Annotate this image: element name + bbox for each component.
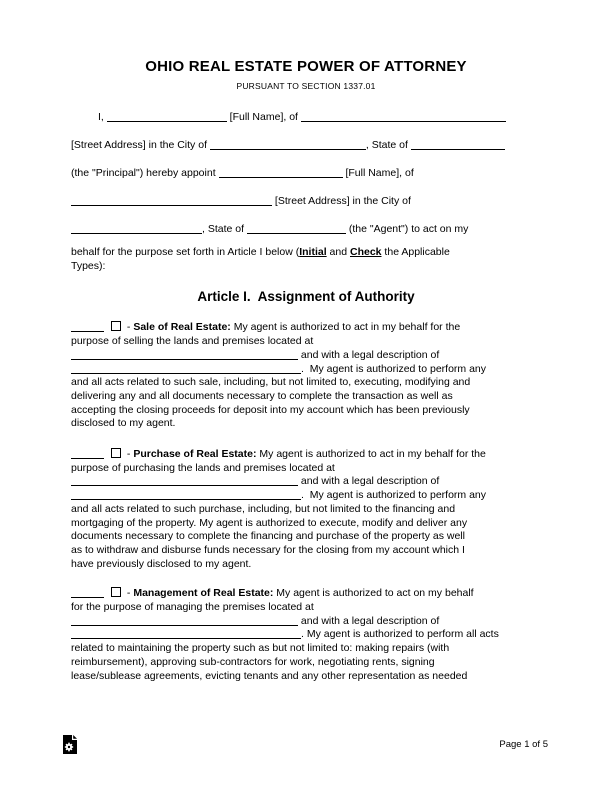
text-run: [Full Name], of [226,111,301,123]
text-run: and all acts related to such sale, including, but not limited to, executing, modifying and [71,376,471,389]
text-run: (the "Agent") to act on my [345,223,469,235]
text-run: mortgaging of the property. My agent is authorized to execute, modify and deliver any [71,516,468,529]
management-legal-description-blank[interactable] [71,637,301,639]
text-run: delivering any and all documents necessary to complete the transaction as well as [71,389,453,402]
text-run: , State of [202,223,247,235]
text-run: reimbursement), approving sub-contractors for work, negotiating rents, signing [71,655,435,668]
document-title: OHIO REAL ESTATE POWER OF ATTORNEY [145,58,467,75]
text-run: [Full Name], of [342,167,414,179]
agent-state-blank[interactable] [247,232,346,234]
text-run: Sale of Real Estate: [133,321,231,334]
text-run: as to withdraw and disburse funds necessary for the closing from my account which I [71,543,465,556]
document-gear-icon [63,735,78,754]
text-run: , State of [365,139,411,151]
clause-sale-of-real-estate [71,321,541,431]
agent-street-address-blank[interactable] [71,204,272,206]
principal-full-name-blank[interactable] [107,120,227,122]
text-run: for the purpose of managing the premises located at [71,601,314,614]
text-run: disclosed to my agent. [71,417,176,430]
text-run: and with a legal description of [298,475,440,488]
document-subtitle: PURSUANT TO SECTION 1337.01 [236,81,376,91]
text-run: behalf for the purpose set forth in Article I below ( [71,246,300,258]
management-initials-blank[interactable] [71,596,104,598]
text-run: - [124,448,134,461]
sale-initials-blank[interactable] [71,330,104,332]
text-run: lease/sublease agreements, evicting tenants and any other representation as needed [71,669,468,682]
principal-city-blank[interactable] [210,148,366,150]
clause-purchase-of-real-estate [71,448,541,571]
text-run: have previously disclosed to my agent. [71,557,252,570]
text-run: Initial [299,246,327,258]
principal-street-address-blank[interactable] [301,120,506,122]
text-run: Management of Real Estate: [133,587,274,600]
text-run: purpose of purchasing the lands and premises located at [71,461,335,474]
purchase-initials-blank[interactable] [71,457,104,459]
text-run: My agent is authorized to act in my behalf for the [256,448,486,461]
management-checkbox[interactable] [111,587,121,597]
text-run: - [124,587,134,600]
text-run: documents necessary to complete the financing and purchase of the property as well [71,530,465,543]
clause-management-of-real-estate [71,587,541,683]
sale-checkbox[interactable] [111,321,121,331]
page-number: Page 1 of 5 [499,739,548,750]
intro-paragraph-continued [71,246,541,273]
text-run: the Applicable [381,246,450,258]
text-run: and with a legal description of [298,614,440,627]
purchase-property-address-blank[interactable] [71,484,298,486]
agent-full-name-blank[interactable] [219,176,343,178]
text-run: . My agent is authorized to perform any [301,362,487,375]
text-run: (the "Principal") hereby appoint [71,167,219,179]
text-run: [Street Address] in the City of [272,195,411,207]
text-run: Types): [71,259,106,272]
intro-paragraph [71,103,541,243]
principal-state-blank[interactable] [411,148,505,150]
text-run: My agent is authorized to act in my behalf for the [230,321,461,334]
text-run: related to maintaining the property such as but not limited to: making repairs (with [71,642,450,655]
sale-property-address-blank[interactable] [71,358,298,360]
text-run: and with a legal description of [298,348,440,361]
text-run: accepting the closing proceeds for deposit into my account which has been previously [71,403,470,416]
purchase-legal-description-blank[interactable] [71,498,301,500]
text-run: I, [98,111,107,123]
text-run: purpose of selling the lands and premises located at [71,335,314,348]
text-run: and [326,246,350,258]
management-property-address-blank[interactable] [71,624,298,626]
text-run: and all acts related to such purchase, including, but not limited to the financing and [71,502,456,515]
purchase-checkbox[interactable] [111,448,121,458]
text-run: My agent is authorized to act on my behalf [273,587,474,600]
text-run: Purchase of Real Estate: [133,448,257,461]
text-run: - [124,321,134,334]
text-run: . My agent is authorized to perform all acts [301,628,499,641]
text-run: [Street Address] in the City of [71,139,210,151]
text-run: Check [350,246,382,258]
article-1-heading: Article I. Assignment of Authority [197,289,415,305]
text-run: . My agent is authorized to perform any [301,489,487,502]
agent-city-blank[interactable] [71,232,202,234]
sale-legal-description-blank[interactable] [71,372,301,374]
